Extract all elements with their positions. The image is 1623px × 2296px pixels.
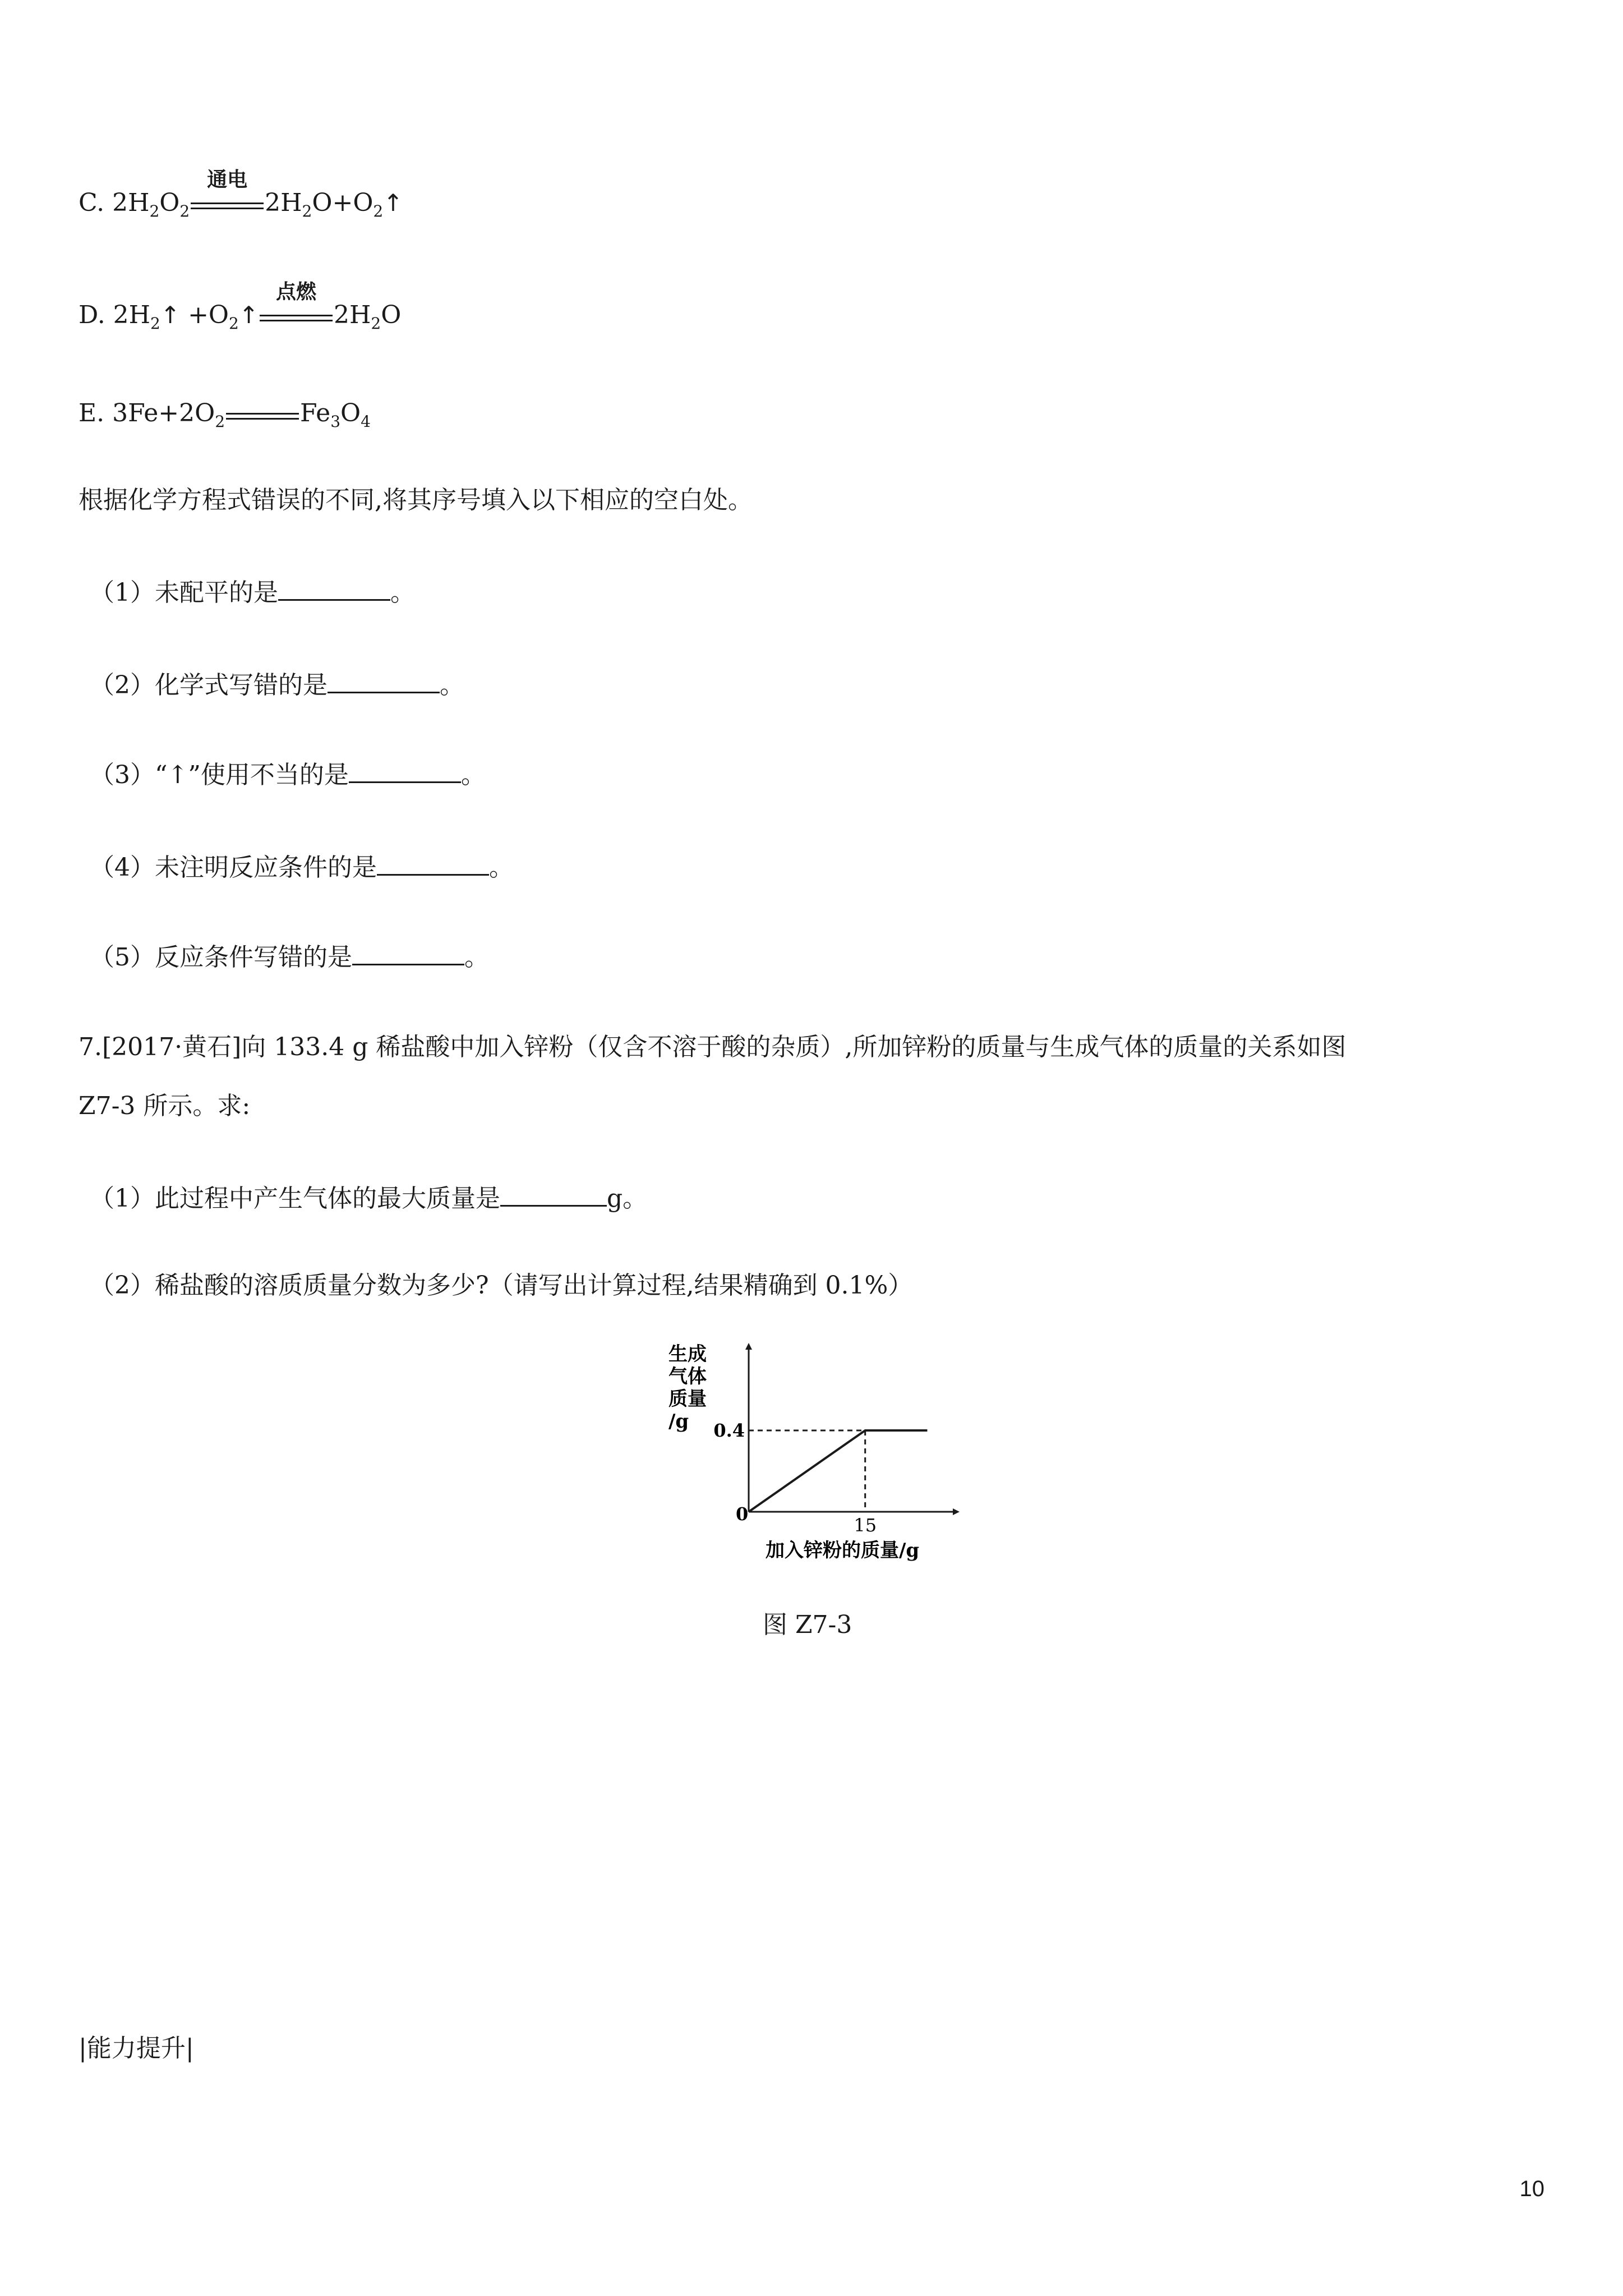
- y-tick-label: 0.4: [713, 1420, 745, 1441]
- sub: 2: [229, 314, 239, 333]
- q7-sub1: [90, 1184, 647, 1211]
- up-arrow-icon: ↑: [383, 189, 403, 217]
- eq-d-text: O: [381, 301, 402, 329]
- item-end: 。: [390, 578, 415, 607]
- sub: 2: [302, 202, 312, 220]
- reaction-condition: [260, 280, 333, 329]
- equals-bar: [191, 203, 264, 209]
- x-tick-label: 15: [854, 1515, 877, 1536]
- sub: 2: [373, 202, 384, 220]
- y-label-3: 质量: [668, 1388, 707, 1410]
- condition-label: 通电: [207, 168, 248, 191]
- reaction-condition: [191, 168, 264, 217]
- equals-bar: [260, 315, 333, 321]
- condition-label: 点燃: [276, 280, 317, 303]
- eq-c-text: O: [159, 188, 180, 217]
- eq-d-text: 2H: [334, 301, 371, 329]
- equation-d: [79, 280, 402, 333]
- page-number: 10: [1519, 2177, 1544, 2201]
- q6-item-3: [90, 760, 486, 788]
- item-text: （4）未注明反应条件的是: [90, 853, 377, 882]
- item-text: （3）“↑”使用不当的是: [90, 761, 349, 789]
- answer-blank[interactable]: [377, 853, 489, 876]
- sub: 2: [150, 314, 160, 333]
- eq-d-text: +O: [180, 301, 229, 329]
- figure-z7-3: [662, 1335, 976, 1571]
- sub: 2: [179, 202, 190, 220]
- equation-c: [79, 168, 403, 220]
- figure-caption: 图 Z7-3: [763, 1611, 852, 1639]
- up-arrow-icon: ↑: [238, 301, 259, 329]
- q6-item-2: [90, 670, 464, 698]
- up-arrow-icon: ↑: [160, 301, 181, 329]
- q7-stem-line2: Z7-3 所示。求:: [79, 1092, 251, 1120]
- q7-stem-line1: [79, 1035, 1346, 1060]
- eq-e-text: Fe: [300, 399, 331, 427]
- sub: 2: [215, 412, 225, 431]
- answer-blank[interactable]: [328, 670, 440, 693]
- answer-blank[interactable]: [352, 942, 464, 965]
- eq-c-text: O+O: [312, 188, 374, 217]
- item-end: 。: [440, 671, 464, 700]
- sub: 3: [330, 412, 341, 431]
- item-text: （1）未配平的是: [90, 578, 278, 607]
- equation-e: [79, 399, 371, 431]
- sub: 4: [361, 412, 371, 431]
- item-end: 。: [489, 853, 514, 882]
- data-line: [749, 1430, 927, 1512]
- eq-e-prefix: E. 3Fe+2O: [79, 399, 215, 427]
- item-text: （2）化学式写错的是: [90, 671, 328, 700]
- equals-sign: [226, 403, 299, 427]
- answer-blank[interactable]: [278, 578, 390, 601]
- section-title: |能力提升|: [79, 2034, 194, 2063]
- item-text: （1）此过程中产生气体的最大质量是: [90, 1184, 500, 1213]
- question-stem: 向 133.4 g 稀盐酸中加入锌粉（仅含不溶于酸的杂质）,所加锌粉的质量与生成气体的质量的关系如图: [241, 1033, 1347, 1061]
- origin-label: 0: [736, 1503, 749, 1525]
- question-source: [2017·黄石]: [102, 1033, 242, 1061]
- eq-c-text: 2H: [265, 188, 302, 217]
- y-label-2: 气体: [668, 1365, 707, 1388]
- chart: [662, 1335, 976, 1571]
- y-label-4: /g: [668, 1410, 689, 1433]
- sub: 2: [371, 314, 381, 333]
- answer-blank[interactable]: [349, 760, 461, 783]
- question-number: 7.: [79, 1033, 102, 1061]
- x-axis-label: 加入锌粉的质量/g: [766, 1539, 920, 1562]
- item-end: 。: [460, 761, 486, 789]
- instruction: 根据化学方程式错误的不同,将其序号填入以下相应的空白处。: [79, 486, 753, 514]
- answer-blank[interactable]: [500, 1184, 607, 1207]
- q6-item-5: [90, 942, 489, 970]
- equals-bar: [226, 413, 299, 420]
- q7-sub2: （2）稀盐酸的溶质质量分数为多少?（请写出计算过程,结果精确到 0.1%）: [90, 1271, 913, 1300]
- item-end: 。: [464, 943, 489, 972]
- eq-c-prefix: C. 2H: [79, 188, 150, 217]
- item-text: （5）反应条件写错的是: [90, 943, 352, 972]
- q6-item-1: [90, 578, 415, 605]
- q6-item-4: [90, 853, 514, 880]
- eq-e-text: O: [340, 399, 361, 427]
- item-end: g。: [607, 1184, 648, 1213]
- sub: 2: [149, 202, 160, 220]
- y-label-1: 生成: [668, 1343, 707, 1365]
- eq-d-prefix: D. 2H: [79, 301, 151, 329]
